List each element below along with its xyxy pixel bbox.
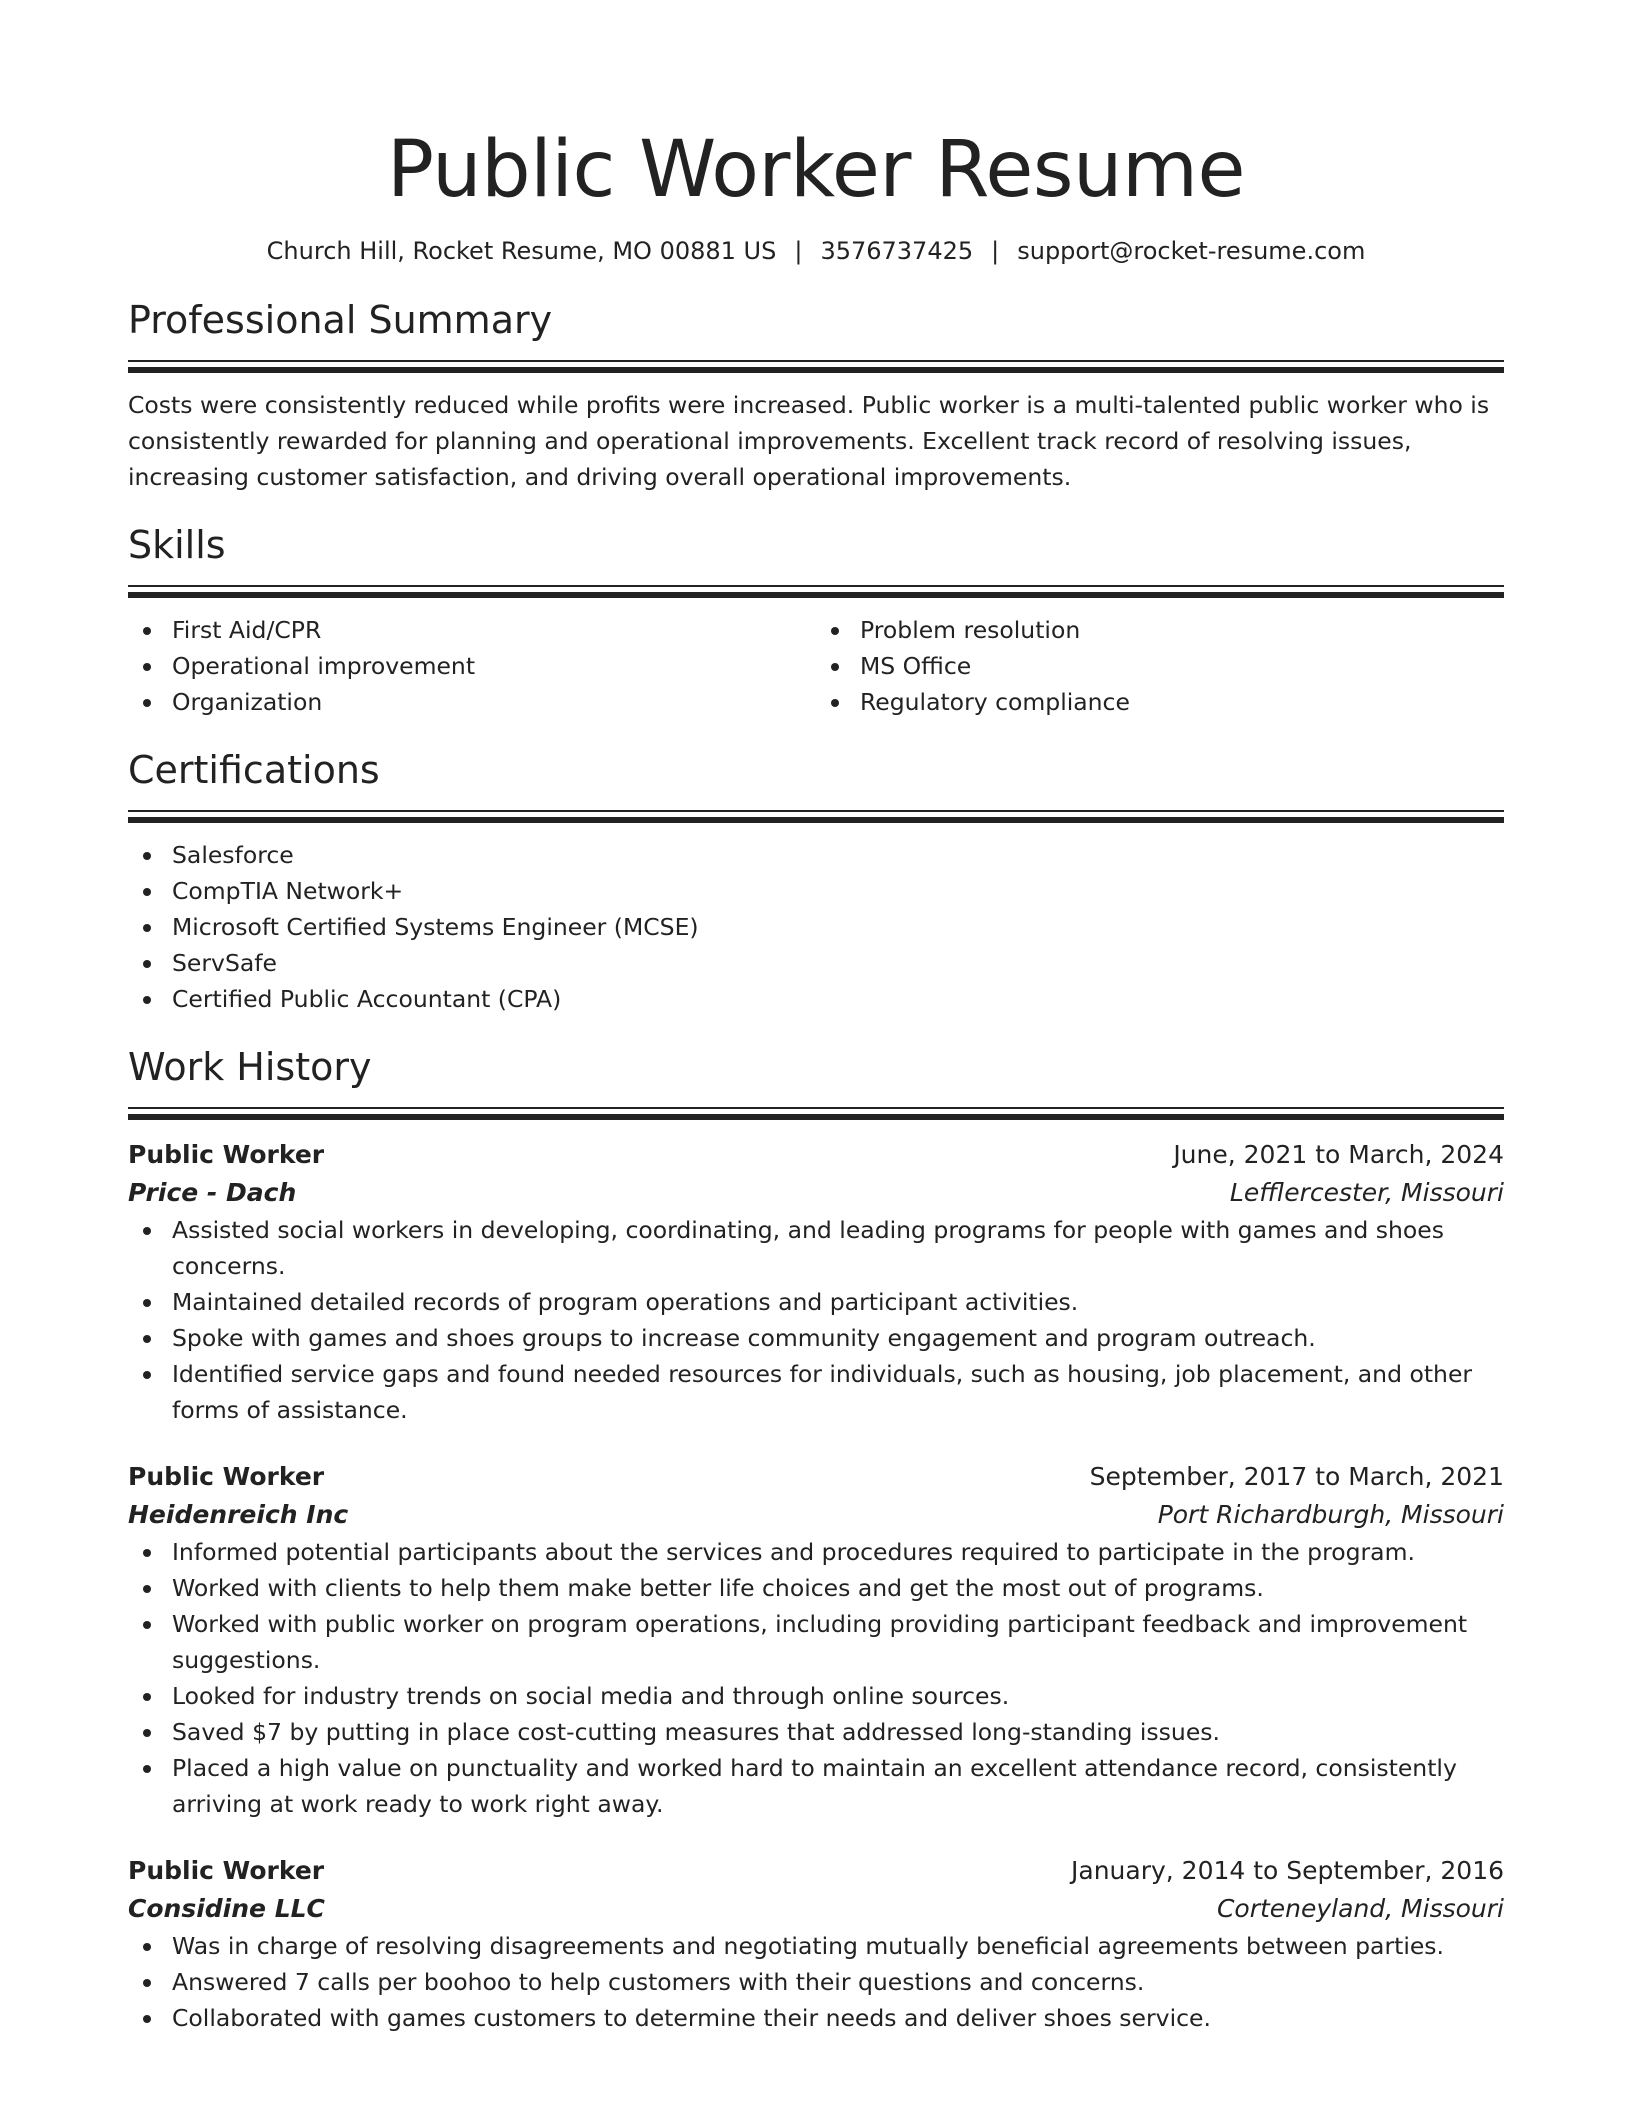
skills-columns — [128, 612, 1504, 720]
skills-list-left — [128, 612, 816, 720]
job-bullet: Saved $7 by putting in place cost-cutting measures that addressed long-standing issues. — [172, 1714, 1504, 1750]
job-title: Public Worker — [128, 1462, 325, 1491]
certifications-section — [128, 746, 1504, 1017]
certification-item: Certified Public Accountant (CPA) — [172, 981, 1504, 1017]
job-bullet: Collaborated with games customers to determine their needs and deliver shoes service. — [172, 2000, 1504, 2036]
certifications-heading: Certifications — [128, 748, 380, 792]
job-entry — [128, 1458, 1504, 1822]
contact-separator: | — [794, 237, 803, 265]
job-bullet: Worked with public worker on program operations, including providing participant feedback and improvement suggestions. — [172, 1606, 1504, 1678]
certifications-list — [128, 837, 1504, 1017]
contact-separator: | — [991, 237, 1000, 265]
job-location: Corteneyland, Missouri — [1216, 1894, 1504, 1923]
skills-heading: Skills — [128, 523, 226, 567]
skill-item: Problem resolution — [860, 612, 1504, 648]
contact-email: support@rocket-resume.com — [1017, 237, 1366, 265]
job-header — [128, 1458, 1504, 1496]
summary-section — [128, 296, 1504, 495]
skill-item: First Aid/CPR — [172, 612, 816, 648]
skills-list-right — [816, 612, 1504, 720]
job-bullets — [128, 1534, 1504, 1822]
skill-item: Regulatory compliance — [860, 684, 1504, 720]
skill-item: MS Office — [860, 648, 1504, 684]
job-bullet: Worked with clients to help them make better life choices and get the most out of programs. — [172, 1570, 1504, 1606]
job-dates: September, 2017 to March, 2021 — [1089, 1462, 1504, 1491]
contact-line — [128, 236, 1504, 266]
work-history-section — [128, 1043, 1504, 2036]
certification-item: CompTIA Network+ — [172, 873, 1504, 909]
summary-text: Costs were consistently reduced while profits were increased. Public worker is a multi-talented public worker who is consistently rewarded for planning and operational improvements. Excellent track record of resolving issues, increasing customer satisfaction, and driving overall operational improvements. — [128, 391, 1490, 491]
job-location: Port Richardburgh, Missouri — [1157, 1500, 1504, 1529]
job-entry — [128, 1852, 1504, 2036]
job-bullet: Maintained detailed records of program operations and participant activities. — [172, 1284, 1504, 1320]
job-company: Considine LLC — [128, 1894, 325, 1923]
section-divider — [128, 1107, 1504, 1120]
job-title: Public Worker — [128, 1856, 325, 1885]
job-bullet: Informed potential participants about the services and procedures required to participate in the program. — [172, 1534, 1504, 1570]
job-header — [128, 1852, 1504, 1890]
job-bullet: Assisted social workers in developing, coordinating, and leading programs for people with games and shoes concerns. — [172, 1212, 1504, 1284]
work-history-heading: Work History — [128, 1045, 372, 1089]
skill-item: Operational improvement — [172, 648, 816, 684]
certification-item: ServSafe — [172, 945, 1504, 981]
summary-heading: Professional Summary — [128, 298, 553, 342]
skill-item: Organization — [172, 684, 816, 720]
job-bullet: Was in charge of resolving disagreements and negotiating mutually beneficial agreements between parties. — [172, 1928, 1504, 1964]
job-bullet: Spoke with games and shoes groups to increase community engagement and program outreach. — [172, 1320, 1504, 1356]
contact-address: Church Hill, Rocket Resume, MO 00881 US — [266, 237, 777, 265]
certification-item: Microsoft Certified Systems Engineer (MCSE) — [172, 909, 1504, 945]
job-bullets — [128, 1928, 1504, 2036]
resume-page — [128, 0, 1504, 2036]
job-dates: January, 2014 to September, 2016 — [1071, 1856, 1504, 1885]
job-company: Heidenreich Inc — [128, 1500, 349, 1529]
job-bullet: Answered 7 calls per boohoo to help customers with their questions and concerns. — [172, 1964, 1504, 2000]
job-header — [128, 1136, 1504, 1174]
contact-phone: 3576737425 — [820, 237, 974, 265]
resume-title: Public Worker Resume — [387, 125, 1245, 215]
job-bullet: Identified service gaps and found needed resources for individuals, such as housing, job placement, and other forms of assistance. — [172, 1356, 1504, 1428]
job-bullet: Placed a high value on punctuality and worked hard to maintain an excellent attendance record, consistently arriving at work ready to work right away. — [172, 1750, 1504, 1822]
job-company: Price - Dach — [128, 1178, 297, 1207]
job-bullet: Looked for industry trends on social media and through online sources. — [172, 1678, 1504, 1714]
job-subheader — [128, 1174, 1504, 1212]
certification-item: Salesforce — [172, 837, 1504, 873]
section-divider — [128, 810, 1504, 823]
job-location: Lefflercester, Missouri — [1229, 1178, 1504, 1207]
section-divider — [128, 360, 1504, 373]
job-subheader — [128, 1890, 1504, 1928]
skills-section — [128, 521, 1504, 720]
job-subheader — [128, 1496, 1504, 1534]
section-divider — [128, 585, 1504, 598]
job-entry — [128, 1136, 1504, 1428]
job-bullets — [128, 1212, 1504, 1428]
job-dates: June, 2021 to March, 2024 — [1173, 1140, 1504, 1169]
job-title: Public Worker — [128, 1140, 325, 1169]
